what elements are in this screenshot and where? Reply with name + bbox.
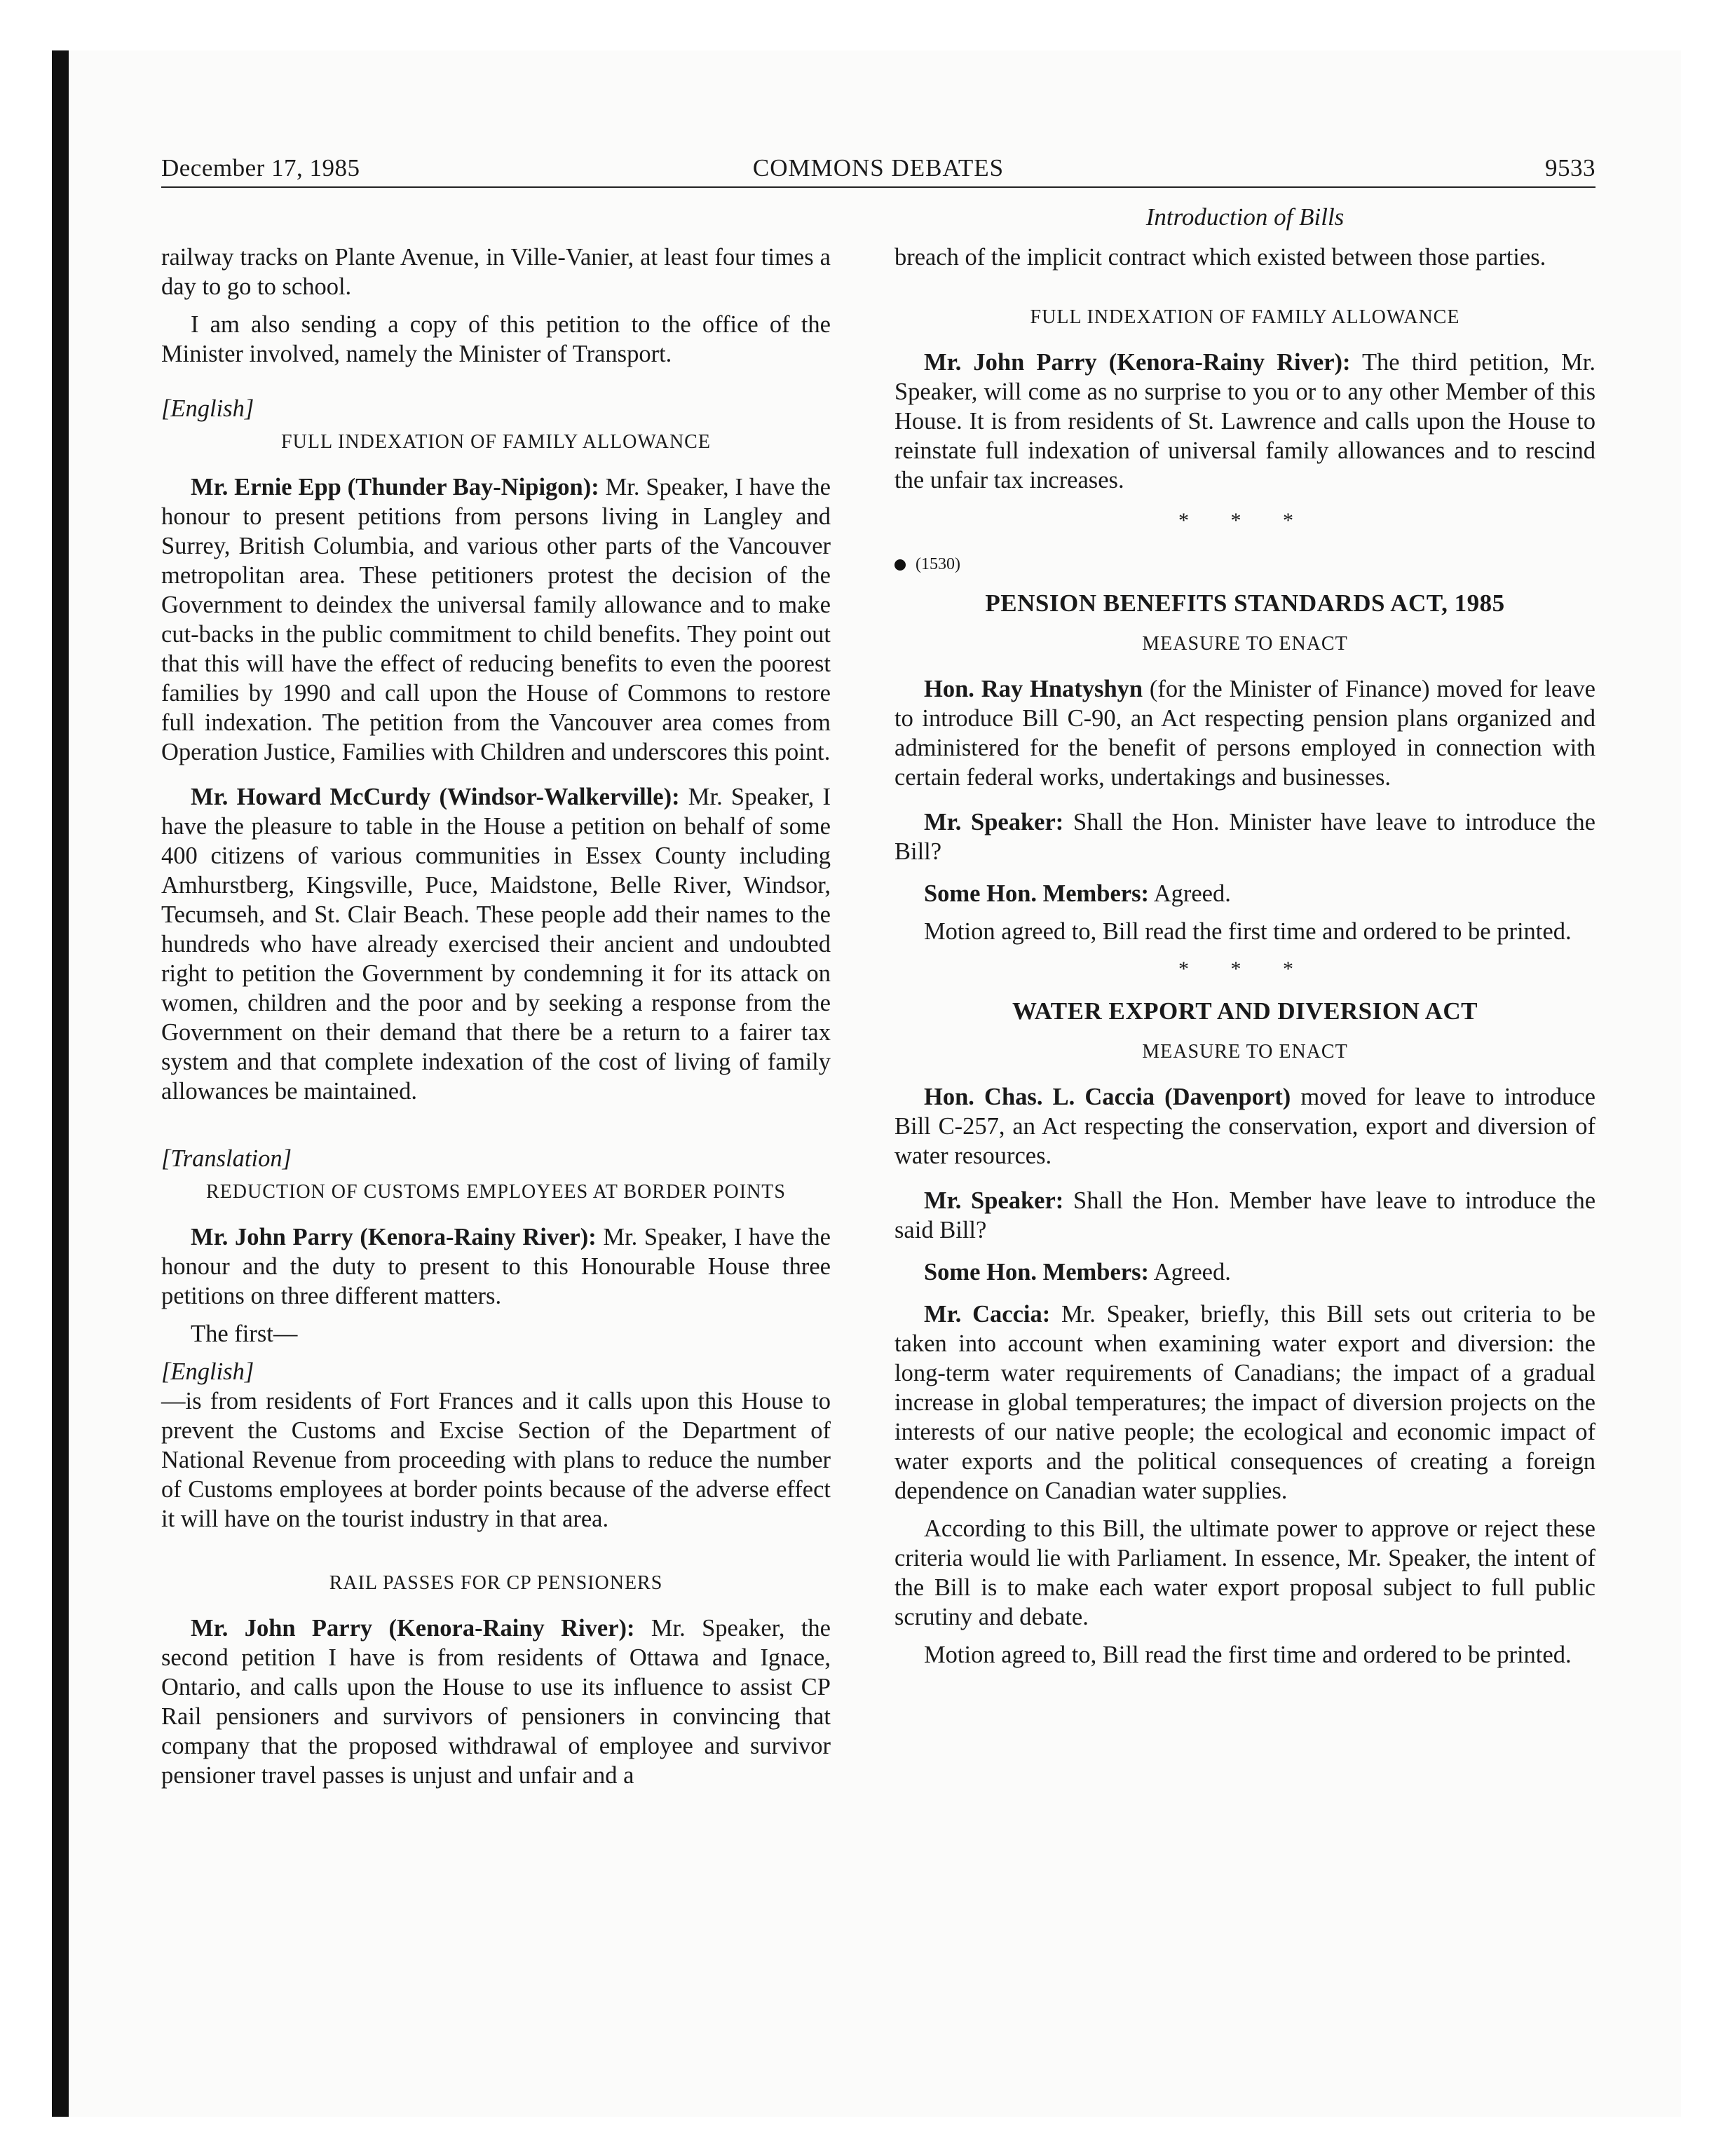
speech-text: Mr. Speaker, briefly, this Bill sets out criteria to be taken into account when examining water export and diversion: the long-term water requirements of Canadians; the impact of a gradual increase in global temperatures; the impact of diversion projects on the interests of our native people; the ecological and economic impact of water exports and the political consequences of creating a foreign dependence on Canadian water supplies. bbox=[894, 1301, 1595, 1504]
speech-text: Mr. Speaker, I have the pleasure to table in the House a petition on behalf of some 400 citizens of various communities in Essex County including Amhurstberg, Kingsville, Puce, Maidstone, Belle River, Windsor, Tecumseh, and St. Clair Beach. These people add their names to the hundreds who have already exercised their ancient and undoubted right to petition the Government by condemning it for its attack on women, children and the poor and by seeking a response from the Government on their demand that there be a return to a fairer tax system and that complete indexation of the cost of living of family allowances be maintained. bbox=[161, 784, 831, 1105]
speaker-name: Mr. Caccia: bbox=[924, 1301, 1051, 1328]
speech-text: Shall the Hon. Member have leave to introduce the said Bill? bbox=[894, 1187, 1596, 1243]
paragraph bbox=[894, 1082, 1595, 1171]
paragraph: Motion agreed to, Bill read the first time and ordered to be printed. bbox=[924, 918, 1572, 945]
speech-text: moved for leave to introduce Bill C-257, an Act respecting the conservation, export and diversion of water resources. bbox=[894, 1084, 1595, 1169]
section-heading: FULL INDEXATION OF FAMILY ALLOWANCE bbox=[1030, 306, 1460, 328]
scan-edge bbox=[52, 50, 69, 2117]
paragraph: breach of the implicit contract which existed between those parties. bbox=[894, 244, 1546, 271]
speech-text: Agreed. bbox=[1148, 880, 1231, 907]
header-date: December 17, 1985 bbox=[161, 154, 360, 182]
right-column bbox=[894, 243, 1595, 1678]
paragraph bbox=[894, 1299, 1595, 1506]
paragraph bbox=[894, 1186, 1595, 1245]
paragraph: The first— bbox=[191, 1321, 298, 1347]
paragraph bbox=[894, 1257, 1595, 1287]
speech-text: Shall the Hon. Minister have leave to introduce the Bill? bbox=[894, 809, 1595, 865]
paragraph: I am also sending a copy of this petition to the office of the Minister involved, namely the Minister of Transport. bbox=[161, 311, 831, 367]
language-marker: [English] bbox=[161, 395, 254, 422]
header-page-number: 9533 bbox=[1545, 154, 1595, 182]
speaker-name: Mr. Speaker: bbox=[924, 809, 1064, 835]
speaker-name: Some Hon. Members: bbox=[924, 880, 1149, 907]
bill-heading: PENSION BENEFITS STANDARDS ACT, 1985 bbox=[985, 589, 1505, 617]
section-heading: FULL INDEXATION OF FAMILY ALLOWANCE bbox=[281, 431, 711, 453]
speech-text: Mr. Speaker, I have the honour to present petitions from persons living in Langley and Surrey, British Columbia, and various other parts of the Vancouver metropolitan area. These petitioners protest the decision of the Government to deindex the universal family allowance and to make cut-backs in the public commitment to child benefits. They point out that this will have the effect of reducing benefits to even the poorest families by 1990 and call upon the House of Commons to restore full indexation. The petition from the Vancouver area comes from Operation Justice, Families with Children and underscores this point. bbox=[161, 474, 831, 765]
speaker-name: Hon. Chas. L. Caccia (Davenport) bbox=[924, 1084, 1291, 1110]
speaker-name: Mr. Speaker: bbox=[924, 1187, 1064, 1214]
paragraph: —is from residents of Fort Frances and it calls upon this House to prevent the Customs and Excise Section of the Department of National Revenue from proceeding with plans to reduce the number of Customs employees at border points because of the adverse effect it will have on the tourist industry in that area. bbox=[161, 1388, 831, 1532]
time-marker bbox=[894, 550, 1595, 579]
speech-text: Mr. Speaker, I have the honour and the duty to present to this Honourable House three petitions on three different matters. bbox=[161, 1224, 831, 1309]
speech-text: (for the Minister of Finance) moved for leave to introduce Bill C-90, an Act respecting pension plans organized and administered for the benefit of persons employed in connection with certain federal works, undertakings and businesses. bbox=[894, 676, 1595, 791]
bill-heading: WATER EXPORT AND DIVERSION ACT bbox=[1012, 997, 1478, 1025]
section-heading: REDUCTION OF CUSTOMS EMPLOYEES AT BORDER POINTS bbox=[206, 1181, 786, 1203]
speech-text: The third petition, Mr. Speaker, will come as no surprise to you or to any other Member of this House. It is from residents of St. Lawrence and calls upon the House to reinstate full indexation of universal family allowances and to rescind the unfair tax increases. bbox=[894, 349, 1596, 493]
bill-subheading: MEASURE TO ENACT bbox=[1142, 1041, 1348, 1063]
speaker-name: Mr. John Parry (Kenora-Rainy River): bbox=[191, 1615, 635, 1642]
paragraph bbox=[161, 1222, 831, 1311]
paragraph: According to this Bill, the ultimate power to approve or reject these criteria would lie with Parliament. In essence, Mr. Speaker, the intent of the Bill is to make each water export proposal subject to full public scrutiny and debate. bbox=[894, 1515, 1595, 1630]
speaker-name: Some Hon. Members: bbox=[924, 1259, 1149, 1285]
paragraph bbox=[894, 879, 1595, 908]
paragraph bbox=[894, 348, 1595, 495]
time-stamp: (1530) bbox=[916, 555, 960, 573]
speaker-name: Mr. John Parry (Kenora-Rainy River): bbox=[924, 349, 1351, 376]
section-separator: * * * bbox=[1178, 957, 1312, 981]
section-heading: RAIL PASSES FOR CP PENSIONERS bbox=[329, 1572, 663, 1594]
running-head bbox=[161, 150, 1595, 188]
speaker-name: Mr. Ernie Epp (Thunder Bay-Nipigon): bbox=[191, 474, 599, 500]
bullet-icon bbox=[894, 559, 906, 571]
paragraph bbox=[161, 1613, 831, 1790]
speaker-name: Hon. Ray Hnatyshyn bbox=[924, 676, 1143, 702]
speaker-name: Mr. John Parry (Kenora-Rainy River): bbox=[191, 1224, 597, 1250]
section-title: Introduction of Bills bbox=[1145, 203, 1345, 231]
paragraph: Motion agreed to, Bill read the first time and ordered to be printed. bbox=[924, 1642, 1572, 1668]
header-publication: COMMONS DEBATES bbox=[752, 154, 1005, 182]
left-column bbox=[161, 243, 831, 1799]
language-marker: [Translation] bbox=[161, 1145, 292, 1172]
paragraph bbox=[894, 674, 1595, 792]
bill-subheading: MEASURE TO ENACT bbox=[1142, 633, 1348, 655]
speech-text: Mr. Speaker, the second petition I have is from residents of Ottawa and Ignace, Ontario, and calls upon the House to use its influence to assist CP Rail pensioners and survivors of pensioners in convincing that company that the proposed withdrawal of employee and survivor pensioner travel passes is unjust and unfair and a bbox=[161, 1615, 831, 1789]
speaker-name: Mr. Howard McCurdy (Windsor-Walkerville): bbox=[191, 784, 680, 810]
paragraph bbox=[161, 472, 831, 767]
paragraph: railway tracks on Plante Avenue, in Ville-Vanier, at least four times a day to go to school. bbox=[161, 244, 831, 300]
paragraph bbox=[894, 807, 1595, 866]
section-separator: * * * bbox=[1178, 509, 1312, 532]
language-marker: [English] bbox=[161, 1358, 254, 1385]
paragraph bbox=[161, 782, 831, 1106]
speech-text: Agreed. bbox=[1148, 1259, 1231, 1285]
